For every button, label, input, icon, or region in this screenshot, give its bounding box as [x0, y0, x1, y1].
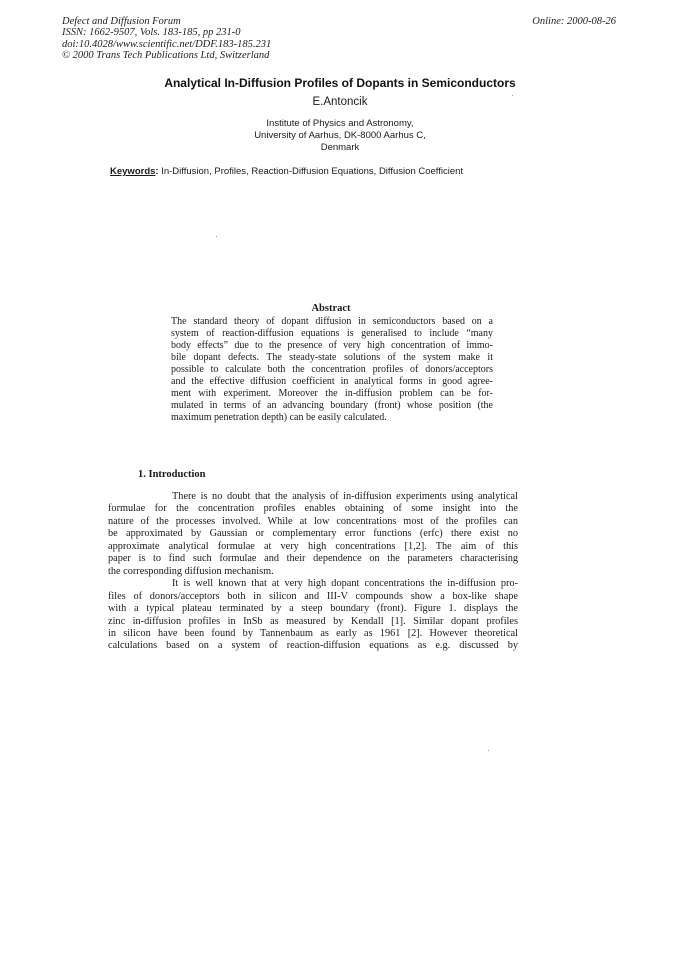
online-date: Online: 2000-08-26 [532, 16, 616, 27]
abstract-line: bile dopant defects. The steady-state solutions of the system make it [171, 352, 493, 364]
body-line: be approximated by Gaussian or complementary error functions (erfc) there exist no [108, 528, 518, 540]
body-line: zinc in-diffusion profiles in InSb as measured by Kendall [1]. Similar dopant profiles [108, 615, 518, 627]
abstract-line: and the effective diffusion coefficient in analytical forms in good agree- [171, 376, 493, 388]
abstract-line: system of reaction-diffusion equations is generalised to include “many [171, 328, 493, 340]
paper-title: Analytical In-Diffusion Profiles of Dopants in Semiconductors [164, 76, 516, 90]
abstract-line: The standard theory of dopant diffusion in semiconductors based on a [171, 316, 493, 327]
scan-speck [512, 95, 513, 96]
introduction-text [108, 491, 518, 653]
abstract-line: possible to calculate both the concentration profiles of donors/acceptors [171, 364, 493, 376]
affiliation-line: Institute of Physics and Astronomy, [266, 118, 414, 129]
scan-speck [488, 750, 489, 751]
journal-citation [62, 16, 422, 61]
journal-doi: doi:10.4028/www.scientific.net/DDF.183-185.231 [62, 38, 272, 50]
body-line: There is no doubt that the analysis of in-diffusion experiments using analytical [172, 491, 518, 502]
keywords-label: Keywords [110, 166, 156, 177]
body-line: nature of the processes involved. While at low concentrations most of the profiles can [108, 515, 518, 527]
keywords [110, 166, 550, 178]
journal-name: Defect and Diffusion Forum [62, 16, 181, 27]
abstract-text [171, 316, 493, 424]
keywords-colon: : [155, 166, 159, 177]
body-line: approximate analytical formulae at very high concentrations [1,2]. The aim of this [108, 540, 518, 552]
body-line: calculations based on a system of reaction-diffusion equations as e.g. discussed by [108, 640, 518, 652]
abstract-line: ment with experiment. Moreover the in-diffusion problem can be for- [171, 388, 493, 400]
affiliation-line: Denmark [320, 141, 360, 153]
body-line: the corresponding diffusion mechanism. [108, 565, 274, 577]
abstract-line: mulated in terms of an advancing boundary (front) whose position (the [171, 400, 493, 412]
body-line: paper is to find such formulae and their dependence on the parameters characterising [108, 553, 518, 565]
section-heading-introduction: 1. Introduction [138, 469, 206, 480]
scan-speck [216, 236, 217, 237]
abstract-line: maximum penetration depth) can be easily calculated. [171, 412, 387, 424]
keywords-list: In-Diffusion, Profiles, Reaction-Diffusion Equations, Diffusion Coefficient [158, 166, 464, 177]
abstract-line: body effects” due to the presence of very high concentration of immo- [171, 340, 493, 352]
journal-issn: ISSN: 1662-9507, Vols. 183-185, pp 231-0 [62, 27, 241, 39]
body-line: It is well known that at very high dopant concentrations the in-diffusion pro- [172, 578, 518, 590]
body-line: in silicon have been found by Tannenbaum as early as 1961 [2]. However theoretical [108, 627, 518, 639]
abstract-heading: Abstract [311, 303, 351, 314]
journal-copyright: © 2000 Trans Tech Publications Ltd, Switzerland [62, 49, 270, 61]
affiliation-line: University of Aarhus, DK-8000 Aarhus C, [254, 129, 426, 141]
affiliation [60, 118, 620, 153]
body-line: formulae for the concentration profiles enables obtaining of some insight into the [108, 503, 518, 515]
author-name: E.Antoncik [312, 96, 368, 108]
body-line: with a typical plateau terminated by a steep boundary (front). Figure 1. displays the [108, 603, 518, 615]
body-line: files of donors/acceptors both in silicon and III-V compounds show a box-like shape [108, 590, 518, 602]
